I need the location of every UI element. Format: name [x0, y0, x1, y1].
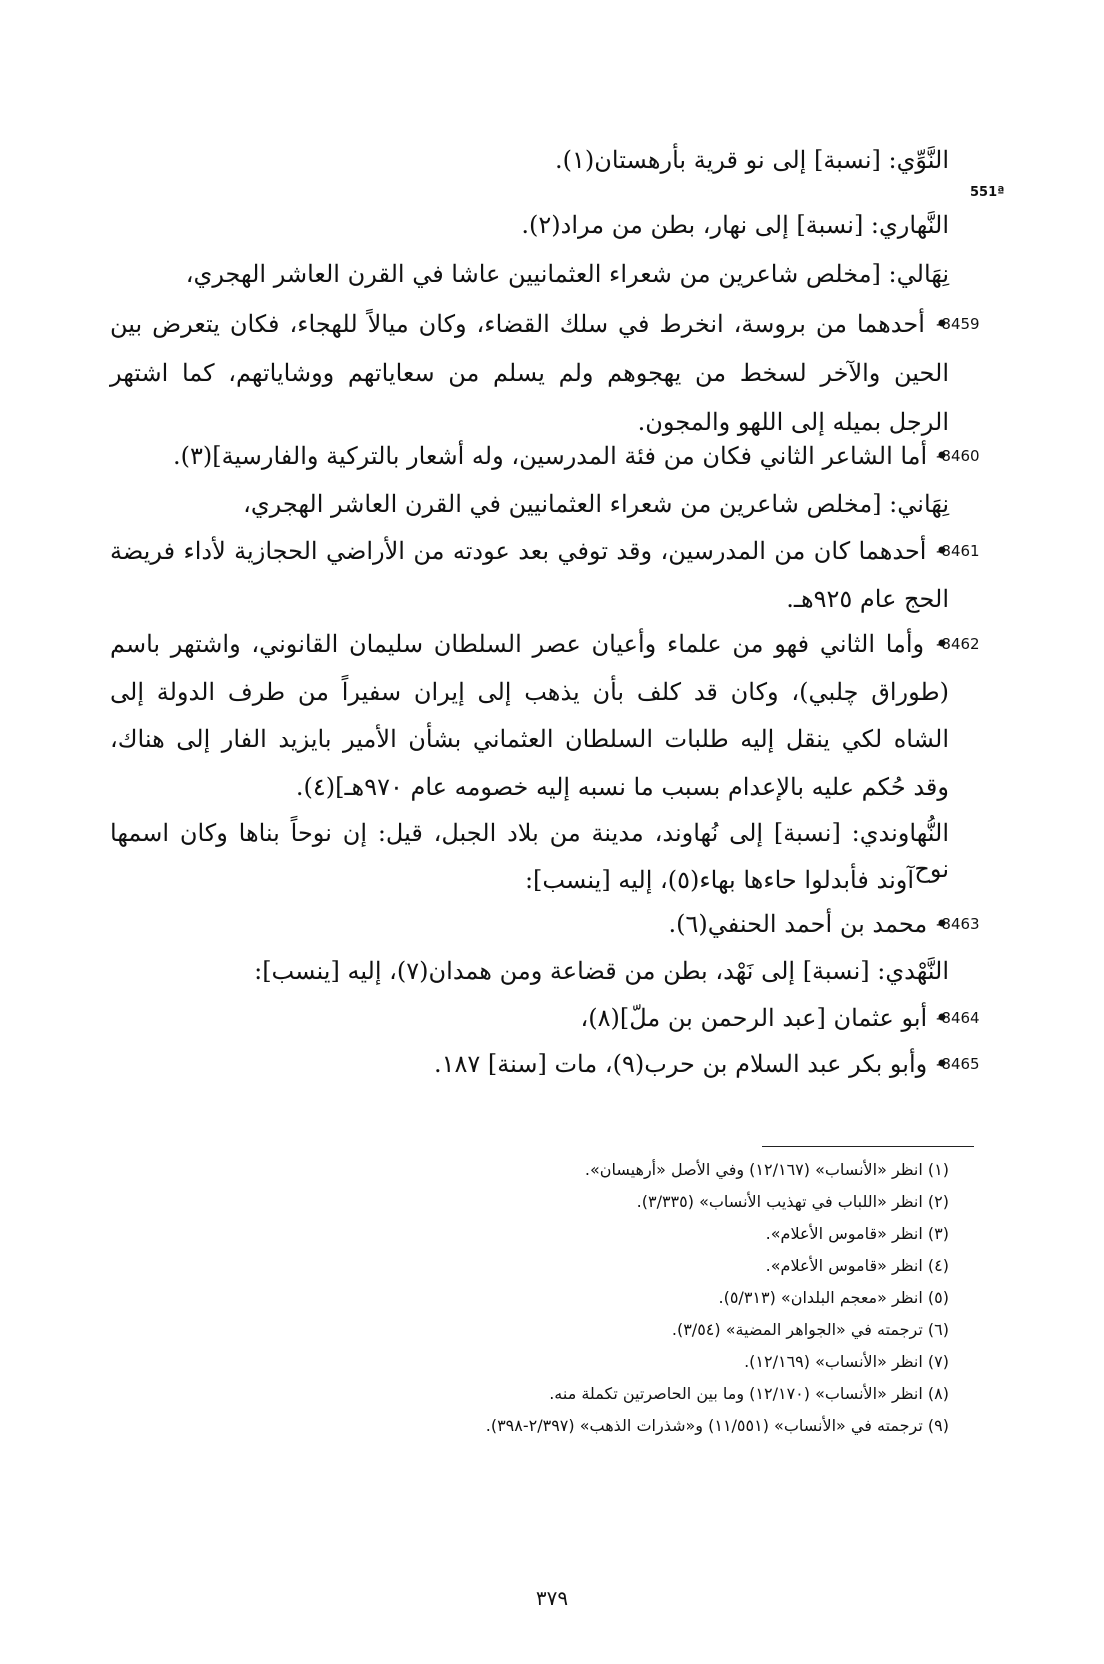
entry-line: • أحدهما من بروسة، انخرط في سلك القضاء، وكان ميالاً للهجاء، فكان يتعرض بين — [110, 310, 949, 338]
entry-number: -8465 — [936, 1055, 980, 1073]
entry-line: الحج عام ٩٢٥هـ. — [786, 585, 949, 613]
entry-number: -8464 — [936, 1009, 980, 1027]
entry-line: وقد حُكم عليه بالإعدام بسبب ما نسبه إليه خصومه عام ٩٧٠هـ](٤). — [295, 773, 949, 801]
entry-line: النَّهْدي: [نسبة] إلى نَهْد، بطن من قضاعة ومن همدان(٧)، إليه [ينسب]: — [254, 957, 949, 985]
entry-line: • وأبو بكر عبد السلام بن حرب(٩)، مات [سنة] ١٨٧. — [433, 1050, 949, 1078]
footnote: (٧) انظر «الأنساب» (١٢/١٦٩). — [744, 1352, 949, 1371]
entry-line: نِهَاني: [مخلص شاعرين من شعراء العثمانيين في القرن العاشر الهجري، — [243, 490, 949, 518]
entry-line: • وأما الثاني فهو من علماء وأعيان عصر السلطان سليمان القانوني، واشتهر باسم — [110, 630, 949, 658]
entry-number: -8463 — [936, 915, 980, 933]
entry-line: النَّهاري: [نسبة] إلى نهار، بطن من مراد(٢). — [521, 211, 949, 239]
entry-number: -8462 — [936, 635, 980, 653]
footnote-divider — [762, 1146, 974, 1147]
entry-number: -8459 — [936, 315, 980, 333]
footnote: (٥) انظر «معجم البلدان» (٥/٣١٣). — [718, 1288, 949, 1307]
footnote: (٩) ترجمته في «الأنساب» (١١/٥٥١) و«شذرات الذهب» (٢/٣٩٧-٣٩٨). — [485, 1416, 949, 1435]
margin-marker: 551ª — [970, 185, 1005, 200]
entry-line: (طوراق چلبي)، وكان قد كلف بأن يذهب إلى إيران سفيراً من طرف الدولة إلى — [110, 678, 950, 706]
entry-line: الرجل بميله إلى اللهو والمجون. — [637, 408, 949, 436]
entry-number: -8460 — [936, 447, 980, 465]
entry-number: -8461 — [936, 542, 980, 560]
page-number: ٣٧٩ — [535, 1586, 569, 1610]
footnote: (٨) انظر «الأنساب» (١٢/١٧٠) وما بين الحاصرتين تكملة منه. — [549, 1384, 949, 1403]
footnote: (٢) انظر «اللباب في تهذيب الأنساب» (٣/٣٣٥). — [636, 1192, 949, 1211]
footnote: (٣) انظر «قاموس الأعلام». — [765, 1224, 949, 1243]
entry-line: الشاه لكي ينقل إليه طلبات السلطان العثماني بشأن الأمير بايزيد الفار إلى هناك، — [110, 725, 949, 753]
entry-line: الحين والآخر لسخط من يهجوهم ولم يسلم من سعاياتهم ووشاياتهم، كما اشتهر — [110, 359, 949, 387]
footnote: (٦) ترجمته في «الجواهر المضية» (٣/٥٤). — [671, 1320, 949, 1339]
entry-line: النُّهاوندي: [نسبة] إلى نُهاوند، مدينة من بلاد الجبل، قيل: إن نوحاً بناها وكان اسمها نوح — [110, 819, 949, 883]
entry-line: نِهَالي: [مخلص شاعرين من شعراء العثمانيين عاشا في القرن العاشر الهجري، — [185, 260, 949, 288]
footnote: (٤) انظر «قاموس الأعلام». — [765, 1256, 949, 1275]
entry-line: النَّوِّي: [نسبة] إلى نو قرية بأرهستان(١). — [555, 146, 949, 174]
entry-line: • أما الشاعر الثاني فكان من فئة المدرسين، وله أشعار بالتركية والفارسية](٣). — [173, 442, 949, 470]
footnote: (١) انظر «الأنساب» (١٢/١٦٧) وفي الأصل «أرهيسان». — [584, 1160, 949, 1179]
entry-line: • أبو عثمان [عبد الرحمن بن ملّ](٨)، — [580, 1004, 949, 1032]
entry-line: • محمد بن أحمد الحنفي(٦). — [668, 910, 949, 938]
entry-line: آوند فأبدلوا حاءها بهاء(٥)، إليه [ينسب]: — [524, 866, 914, 894]
entry-line: • أحدهما كان من المدرسين، وقد توفي بعد عودته من الأراضي الحجازية لأداء فريضة — [110, 537, 949, 565]
